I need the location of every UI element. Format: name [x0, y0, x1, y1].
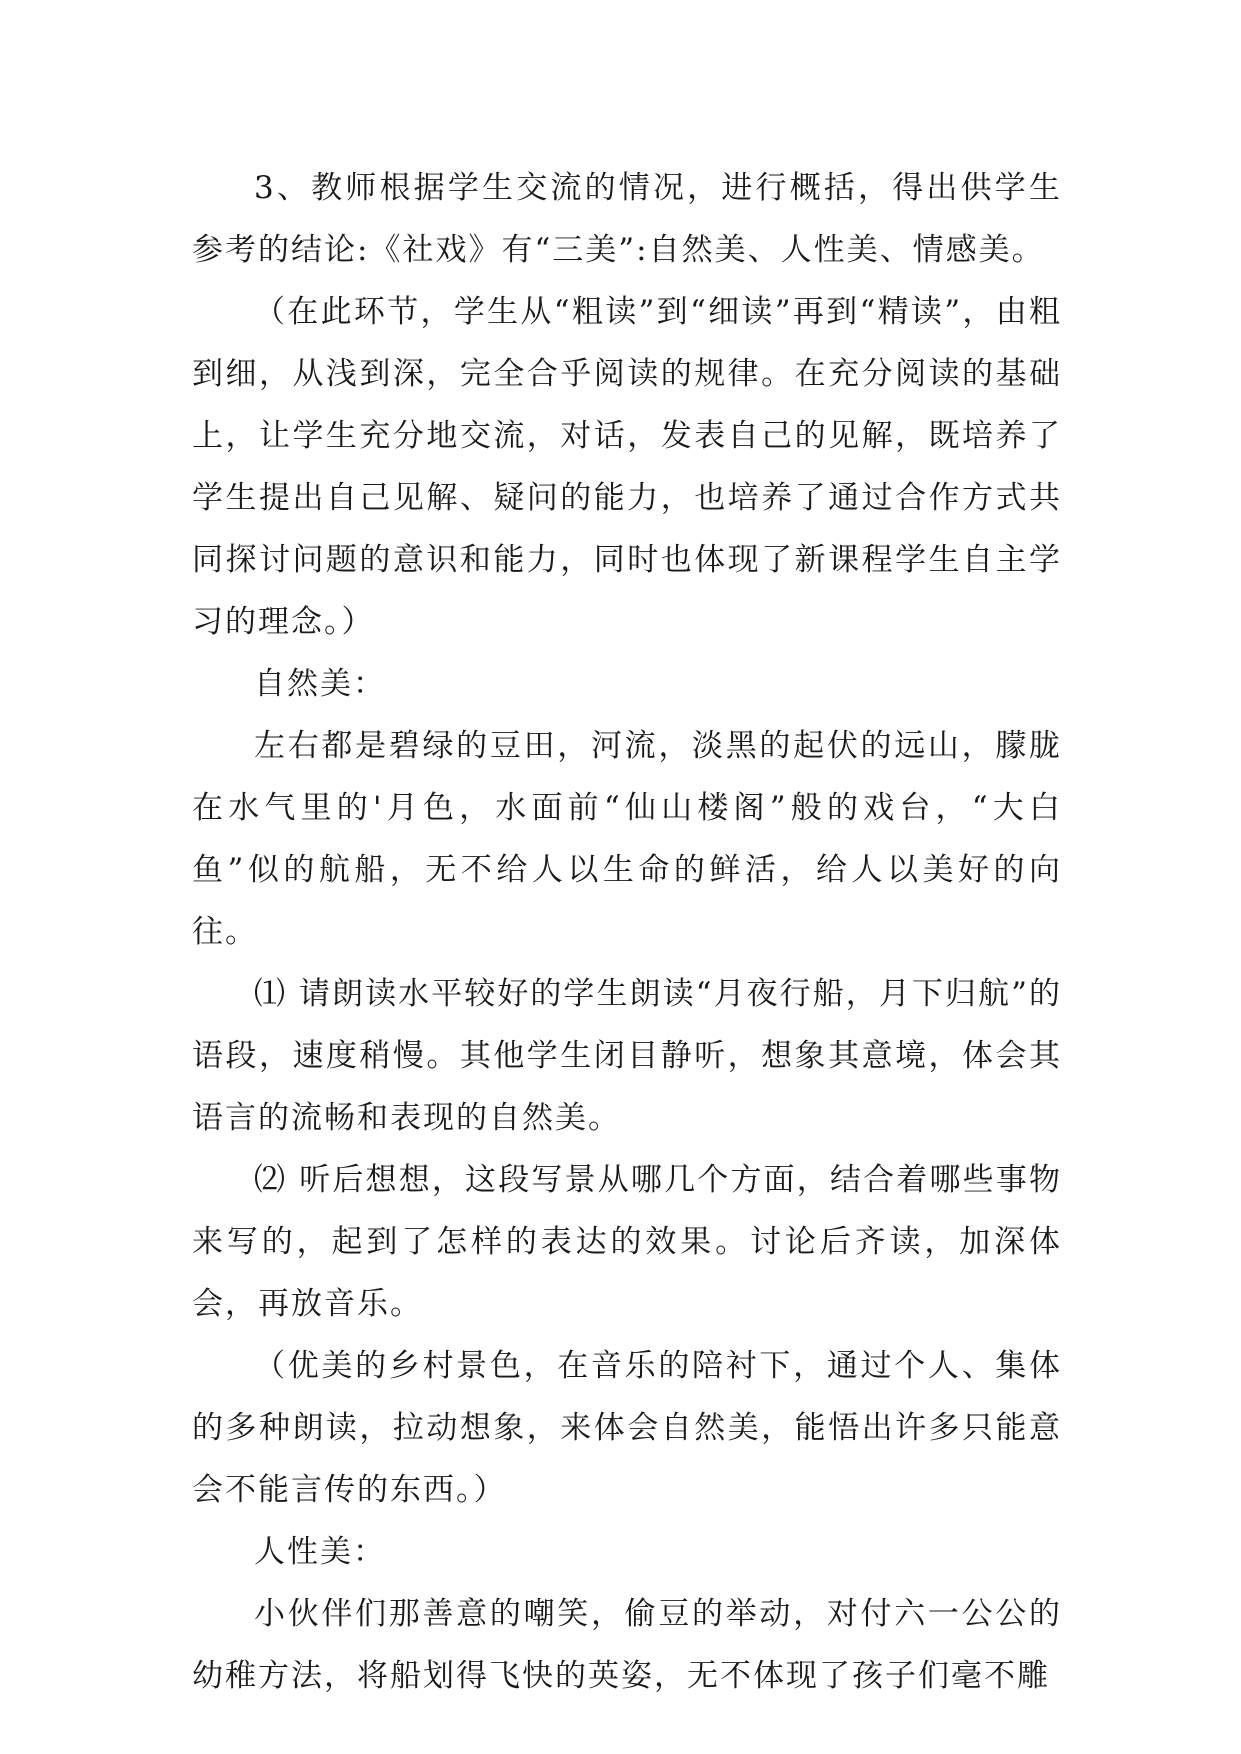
document-body [192, 157, 1062, 1707]
paragraph-human-beauty: 小伙伴们那善意的嘲笑，偷豆的举动，对付六一公公的幼稚方法，将船划得飞快的英姿，无不体现了孩子们毫不雕 [192, 1596, 1062, 1694]
paragraph-reading-note: （在此环节，学生从“粗读”到“细读”再到“精读”，由粗到细，从浅到深，完全合乎阅读的规律。在充分阅读的基础上，让学生充分地交流，对话，发表自己的见解，既培养了学生提出自己见解、疑问的能力，也培养了通过合作方式共同探讨问题的意识和能力，同时也体现了新课程学生自主学习的理念。） [192, 294, 1062, 640]
paragraph-natural-beauty: 左右都是碧绿的豆田，河流，淡黑的起伏的远山，朦胧在水气里的'月色，水面前“仙山楼阁”般的戏台，“大白鱼”似的航船，无不给人以生命的鲜活，给人以美好的向往。 [192, 728, 1062, 950]
paragraph-teacher-summary: 3、教师根据学生交流的情况，进行概括，得出供学生参考的结论:《社戏》有“三美”:自然美、人性美、情感美。 [192, 170, 1062, 268]
paragraph-step-2: ⑵ 听后想想，这段写景从哪几个方面，结合着哪些事物来写的，起到了怎样的表达的效果。讨论后齐读，加深体会，再放音乐。 [192, 1162, 1062, 1322]
paragraph-step-1: ⑴ 请朗读水平较好的学生朗读“月夜行船，月下归航”的语段，速度稍慢。其他学生闭目静听，想象其意境，体会其语言的流畅和表现的自然美。 [192, 976, 1062, 1136]
heading-natural-beauty: 自然美： [254, 666, 386, 702]
paragraph-scenery-note: （优美的乡村景色，在音乐的陪衬下，通过个人、集体的多种朗读，拉动想象，来体会自然美，能悟出许多只能意会不能言传的东西。） [192, 1348, 1062, 1508]
heading-human-beauty: 人性美： [254, 1534, 386, 1570]
